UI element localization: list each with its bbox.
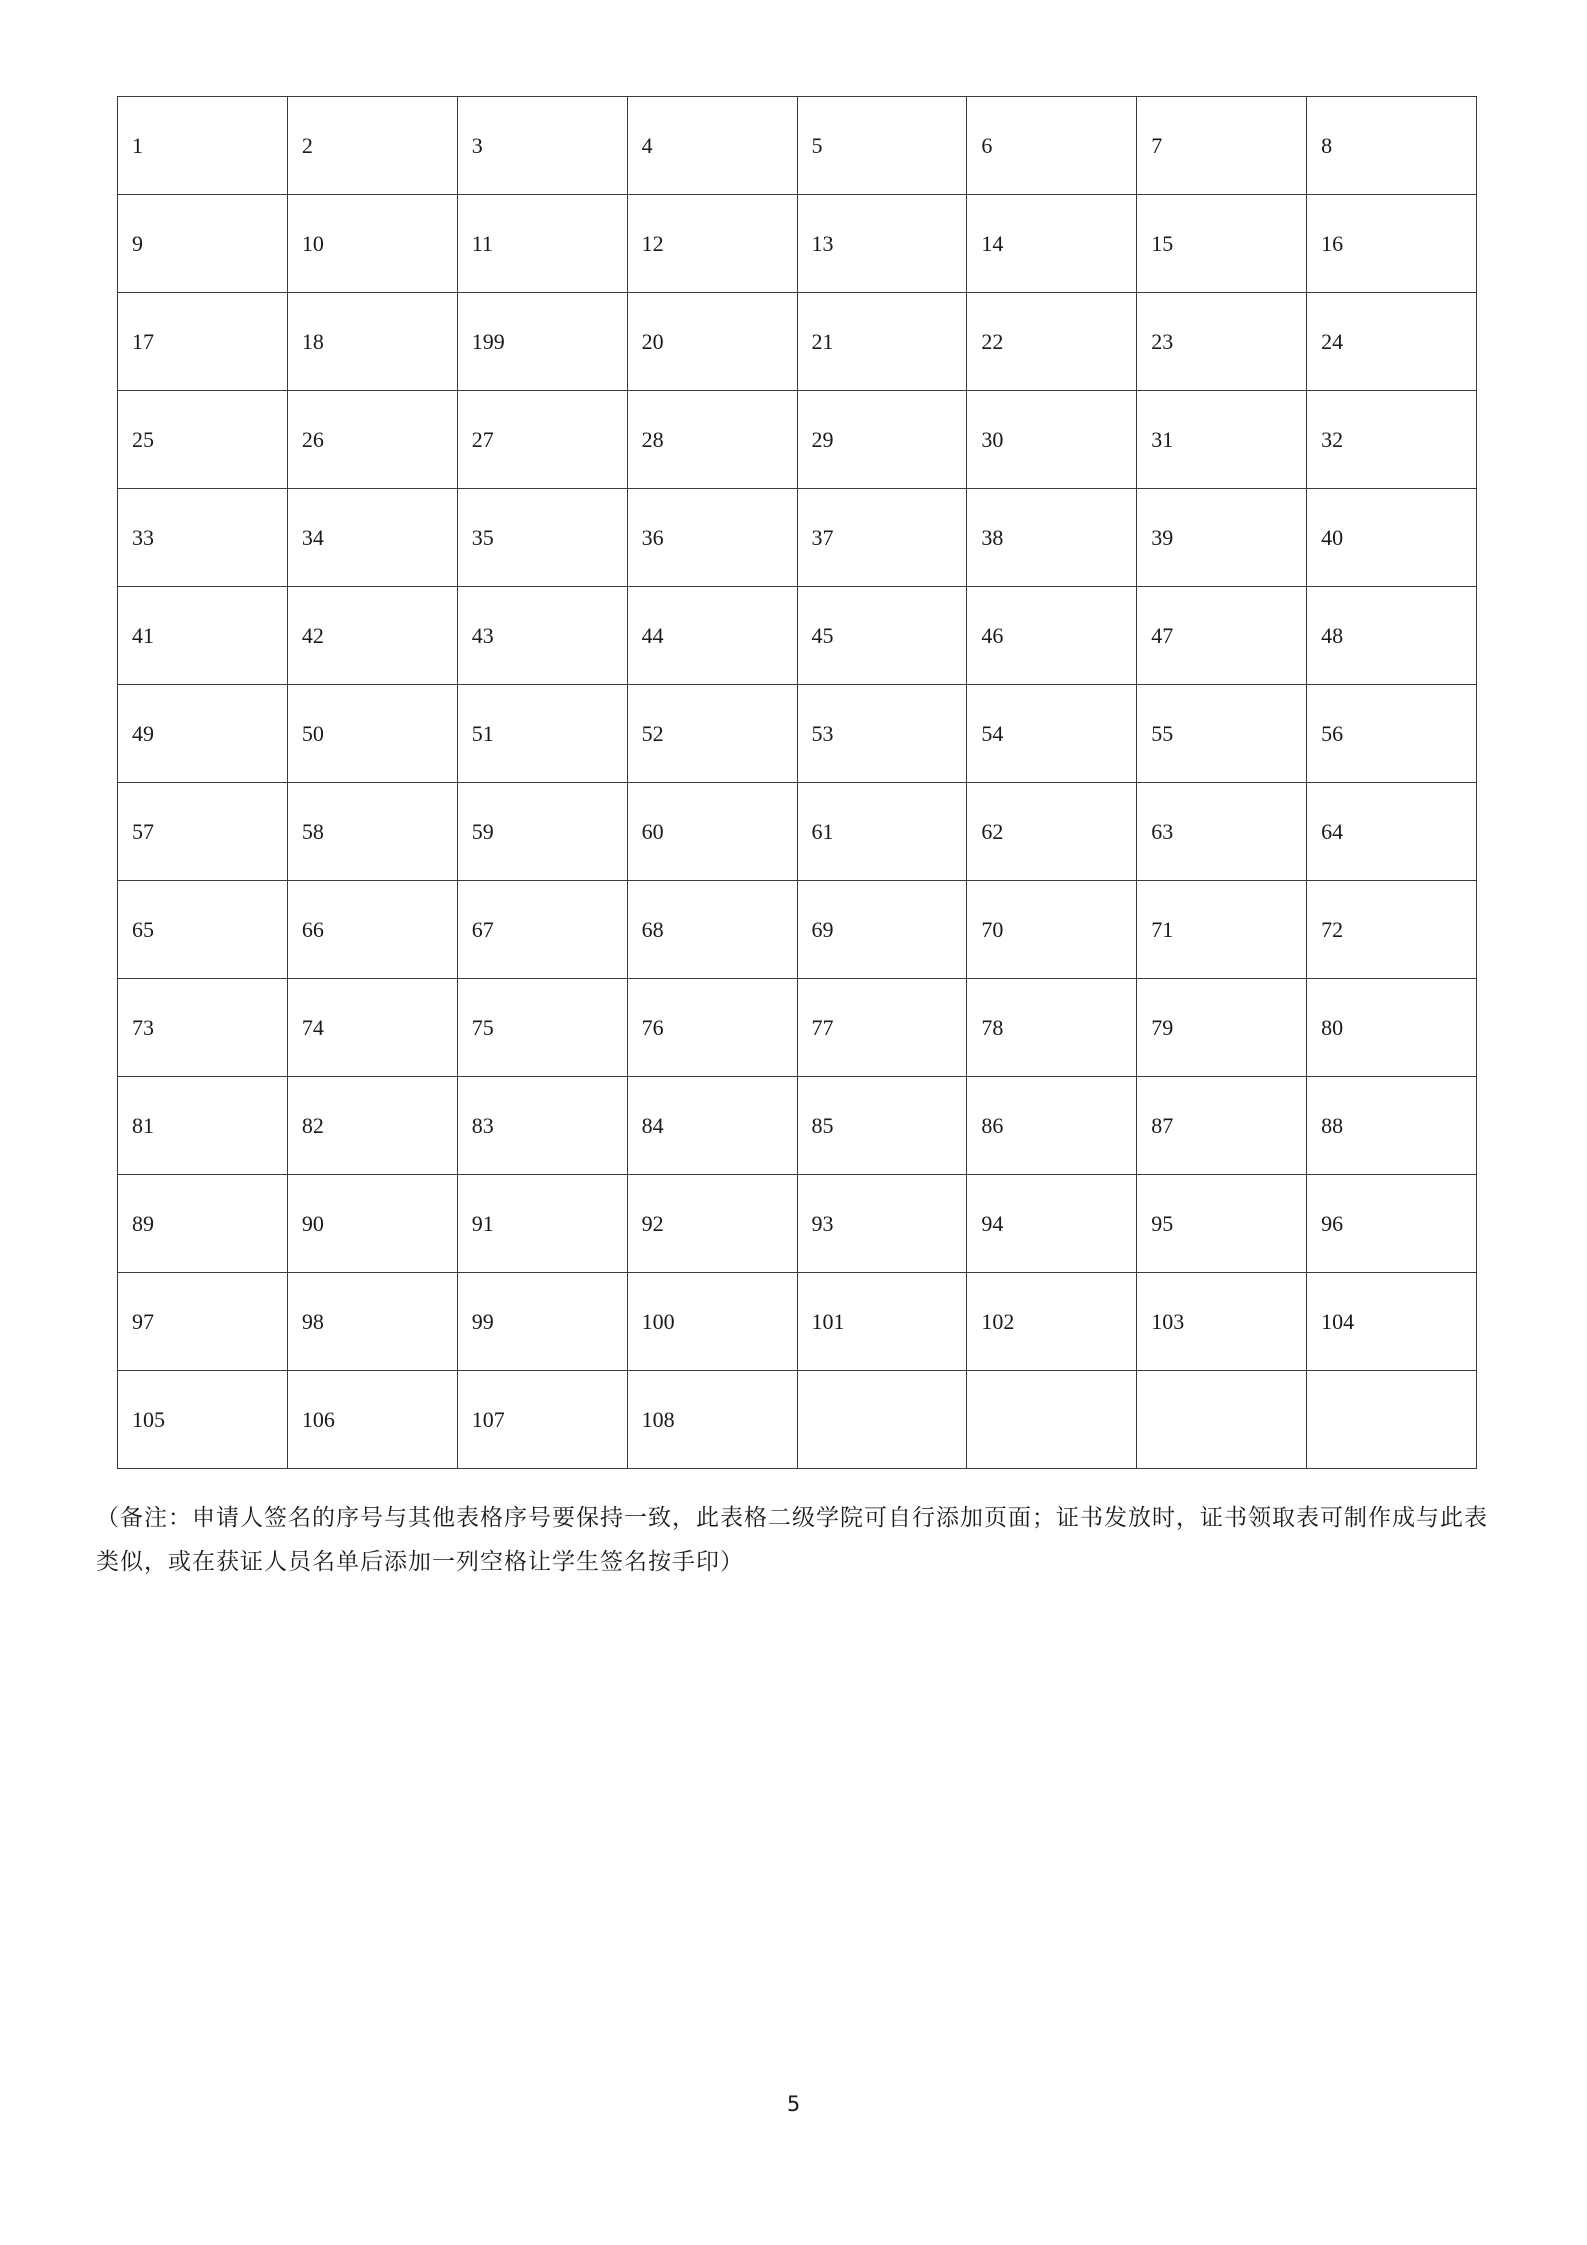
table-cell: 81	[118, 1077, 288, 1175]
table-row	[118, 293, 1477, 391]
table-cell: 85	[797, 1077, 967, 1175]
table-row	[118, 195, 1477, 293]
table-cell: 65	[118, 881, 288, 979]
table-cell: 71	[1137, 881, 1307, 979]
table-cell: 4	[627, 97, 797, 195]
table-cell: 9	[118, 195, 288, 293]
table-cell: 80	[1307, 979, 1477, 1077]
table-cell: 35	[457, 489, 627, 587]
table-cell: 75	[457, 979, 627, 1077]
table-cell: 22	[967, 293, 1137, 391]
table-cell: 99	[457, 1273, 627, 1371]
table-cell: 68	[627, 881, 797, 979]
table-cell: 24	[1307, 293, 1477, 391]
table-cell: 52	[627, 685, 797, 783]
table-cell: 12	[627, 195, 797, 293]
table-row	[118, 587, 1477, 685]
table-cell: 83	[457, 1077, 627, 1175]
table-cell	[1307, 1371, 1477, 1469]
signature-table-body	[118, 97, 1477, 1469]
table-cell: 95	[1137, 1175, 1307, 1273]
table-cell: 79	[1137, 979, 1307, 1077]
table-cell: 51	[457, 685, 627, 783]
table-cell: 18	[287, 293, 457, 391]
table-row	[118, 783, 1477, 881]
table-cell: 17	[118, 293, 288, 391]
table-cell: 7	[1137, 97, 1307, 195]
table-cell: 28	[627, 391, 797, 489]
table-cell: 36	[627, 489, 797, 587]
table-cell: 34	[287, 489, 457, 587]
table-cell: 61	[797, 783, 967, 881]
table-cell: 32	[1307, 391, 1477, 489]
table-cell: 102	[967, 1273, 1137, 1371]
table-cell: 88	[1307, 1077, 1477, 1175]
table-cell: 69	[797, 881, 967, 979]
table-cell: 42	[287, 587, 457, 685]
table-cell: 57	[118, 783, 288, 881]
table-cell: 11	[457, 195, 627, 293]
table-cell: 33	[118, 489, 288, 587]
table-cell: 25	[118, 391, 288, 489]
table-cell: 60	[627, 783, 797, 881]
table-cell: 103	[1137, 1273, 1307, 1371]
table-cell: 1	[118, 97, 288, 195]
table-cell: 39	[1137, 489, 1307, 587]
table-cell: 199	[457, 293, 627, 391]
table-cell: 66	[287, 881, 457, 979]
table-cell: 41	[118, 587, 288, 685]
table-cell: 84	[627, 1077, 797, 1175]
table-cell: 62	[967, 783, 1137, 881]
table-cell: 43	[457, 587, 627, 685]
table-cell: 27	[457, 391, 627, 489]
table-cell: 54	[967, 685, 1137, 783]
table-cell: 58	[287, 783, 457, 881]
table-cell: 92	[627, 1175, 797, 1273]
table-cell: 40	[1307, 489, 1477, 587]
table-cell: 55	[1137, 685, 1307, 783]
table-cell: 29	[797, 391, 967, 489]
table-row	[118, 1175, 1477, 1273]
table-cell: 3	[457, 97, 627, 195]
table-cell: 67	[457, 881, 627, 979]
table-cell: 31	[1137, 391, 1307, 489]
table-cell: 96	[1307, 1175, 1477, 1273]
table-cell: 98	[287, 1273, 457, 1371]
table-cell: 94	[967, 1175, 1137, 1273]
table-cell: 59	[457, 783, 627, 881]
table-cell: 100	[627, 1273, 797, 1371]
table-cell: 49	[118, 685, 288, 783]
table-cell: 37	[797, 489, 967, 587]
table-cell: 86	[967, 1077, 1137, 1175]
table-cell: 101	[797, 1273, 967, 1371]
table-cell: 107	[457, 1371, 627, 1469]
table-cell: 89	[118, 1175, 288, 1273]
table-cell: 73	[118, 979, 288, 1077]
table-cell: 90	[287, 1175, 457, 1273]
table-cell: 53	[797, 685, 967, 783]
table-cell: 45	[797, 587, 967, 685]
table-cell	[967, 1371, 1137, 1469]
table-cell: 5	[797, 97, 967, 195]
table-row	[118, 1077, 1477, 1175]
table-cell: 26	[287, 391, 457, 489]
table-cell	[1137, 1371, 1307, 1469]
table-cell: 93	[797, 1175, 967, 1273]
table-cell: 104	[1307, 1273, 1477, 1371]
table-cell: 38	[967, 489, 1137, 587]
table-cell: 21	[797, 293, 967, 391]
table-cell: 97	[118, 1273, 288, 1371]
table-cell: 2	[287, 97, 457, 195]
table-cell: 15	[1137, 195, 1307, 293]
remark-note: （备注：申请人签名的序号与其他表格序号要保持一致，此表格二级学院可自行添加页面；证书发放时，证书领取表可制作成与此表类似，或在获证人员名单后添加一列空格让学生签名按手印）	[96, 1505, 1488, 1574]
table-row	[118, 391, 1477, 489]
table-cell: 20	[627, 293, 797, 391]
page-number: 5	[786, 2092, 801, 2116]
table-cell	[797, 1371, 967, 1469]
table-cell: 108	[627, 1371, 797, 1469]
table-row	[118, 489, 1477, 587]
table-cell: 47	[1137, 587, 1307, 685]
table-cell: 72	[1307, 881, 1477, 979]
table-cell: 70	[967, 881, 1137, 979]
table-row	[118, 1273, 1477, 1371]
table-row	[118, 1371, 1477, 1469]
table-cell: 16	[1307, 195, 1477, 293]
table-cell: 91	[457, 1175, 627, 1273]
table-cell: 76	[627, 979, 797, 1077]
table-cell: 50	[287, 685, 457, 783]
table-cell: 6	[967, 97, 1137, 195]
table-cell: 106	[287, 1371, 457, 1469]
table-cell: 105	[118, 1371, 288, 1469]
table-cell: 46	[967, 587, 1137, 685]
table-cell: 56	[1307, 685, 1477, 783]
table-row	[118, 979, 1477, 1077]
table-cell: 74	[287, 979, 457, 1077]
table-cell: 82	[287, 1077, 457, 1175]
table-cell: 87	[1137, 1077, 1307, 1175]
table-cell: 48	[1307, 587, 1477, 685]
table-row	[118, 685, 1477, 783]
table-cell: 77	[797, 979, 967, 1077]
table-row	[118, 97, 1477, 195]
table-cell: 23	[1137, 293, 1307, 391]
table-cell: 44	[627, 587, 797, 685]
table-cell: 10	[287, 195, 457, 293]
table-cell: 8	[1307, 97, 1477, 195]
table-cell: 64	[1307, 783, 1477, 881]
table-cell: 14	[967, 195, 1137, 293]
table-cell: 30	[967, 391, 1137, 489]
signature-table	[117, 96, 1477, 1469]
table-cell: 13	[797, 195, 967, 293]
table-cell: 63	[1137, 783, 1307, 881]
table-row	[118, 881, 1477, 979]
table-cell: 78	[967, 979, 1137, 1077]
